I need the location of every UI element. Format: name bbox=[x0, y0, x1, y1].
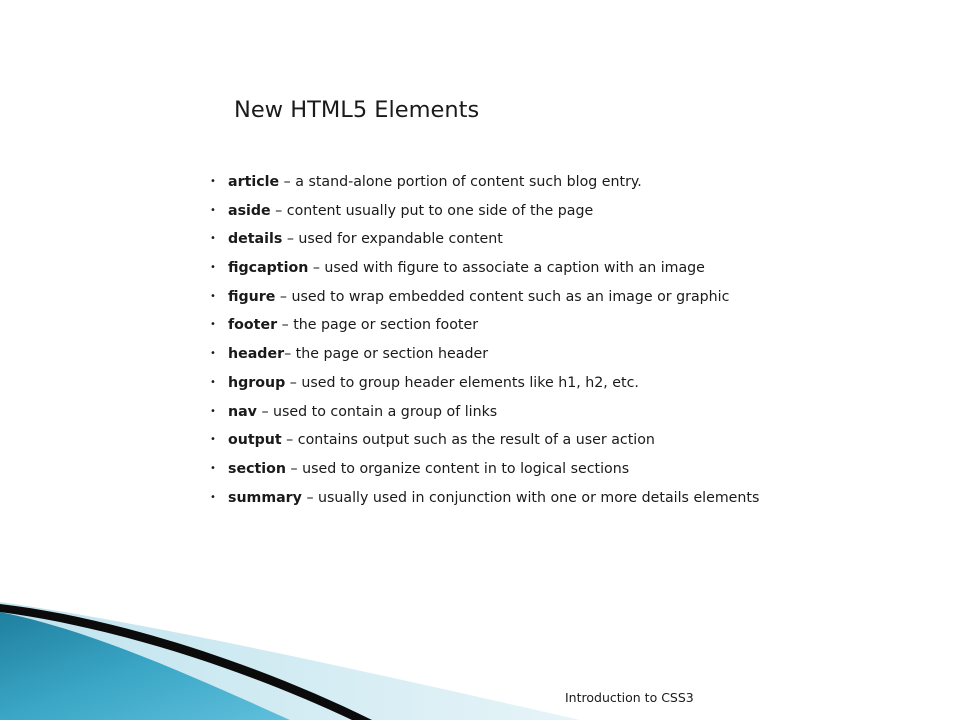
bullet-icon: • bbox=[210, 262, 216, 274]
bullet-icon: • bbox=[210, 434, 216, 446]
list-item bbox=[210, 197, 759, 226]
bullet-icon: • bbox=[210, 491, 216, 503]
element-term: nav bbox=[228, 403, 257, 420]
list-item bbox=[210, 398, 759, 427]
element-description: – used to organize content in to logical sections bbox=[285, 460, 630, 477]
element-term: hgroup bbox=[228, 374, 286, 391]
element-term: header bbox=[228, 346, 285, 363]
bullet-icon: • bbox=[210, 204, 216, 216]
element-description: – used for expandable content bbox=[282, 231, 503, 248]
element-term: details bbox=[228, 231, 283, 248]
list-item bbox=[210, 168, 759, 197]
bullet-icon: • bbox=[210, 233, 216, 245]
bullet-icon: • bbox=[210, 348, 216, 360]
element-description: – usually used in conjunction with one or more details elements bbox=[301, 489, 760, 506]
element-term: section bbox=[228, 460, 286, 477]
element-term: figure bbox=[228, 288, 276, 305]
list-item bbox=[210, 283, 759, 312]
list-item bbox=[210, 426, 759, 455]
element-term: output bbox=[228, 432, 282, 449]
list-item bbox=[210, 225, 759, 254]
bullet-icon: • bbox=[210, 319, 216, 331]
bullet-icon: • bbox=[210, 376, 216, 388]
list-item bbox=[210, 311, 759, 340]
element-term: aside bbox=[228, 202, 271, 219]
list-item bbox=[210, 340, 759, 369]
slide-footer: Introduction to CSS3 bbox=[565, 690, 694, 705]
element-description: – a stand-alone portion of content such blog entry. bbox=[279, 174, 642, 190]
slide-title: New HTML5 Elements bbox=[234, 97, 480, 123]
list-item bbox=[210, 484, 759, 513]
element-description: – used with figure to associate a caption with an image bbox=[308, 260, 705, 277]
list-item bbox=[210, 455, 759, 484]
element-term: summary bbox=[228, 489, 302, 506]
element-description: – contains output such as the result of a user action bbox=[281, 432, 655, 449]
element-description: – used to contain a group of links bbox=[256, 403, 498, 420]
element-description: – used to group header elements like h1, h2, etc. bbox=[285, 374, 639, 391]
element-term: footer bbox=[228, 317, 278, 334]
element-term: article bbox=[228, 174, 280, 190]
element-description: – used to wrap embedded content such as an image or graphic bbox=[275, 288, 730, 305]
element-term: figcaption bbox=[228, 260, 309, 277]
bullet-icon: • bbox=[210, 176, 216, 187]
list-item bbox=[210, 369, 759, 398]
bullet-icon: • bbox=[210, 405, 216, 417]
html5-element-list bbox=[210, 168, 759, 512]
bullet-icon: • bbox=[210, 462, 216, 474]
element-description: – the page or section footer bbox=[277, 317, 479, 334]
element-description: – the page or section header bbox=[284, 346, 489, 363]
element-description: – content usually put to one side of the page bbox=[270, 202, 594, 219]
bullet-icon: • bbox=[210, 290, 216, 302]
list-item bbox=[210, 254, 759, 283]
